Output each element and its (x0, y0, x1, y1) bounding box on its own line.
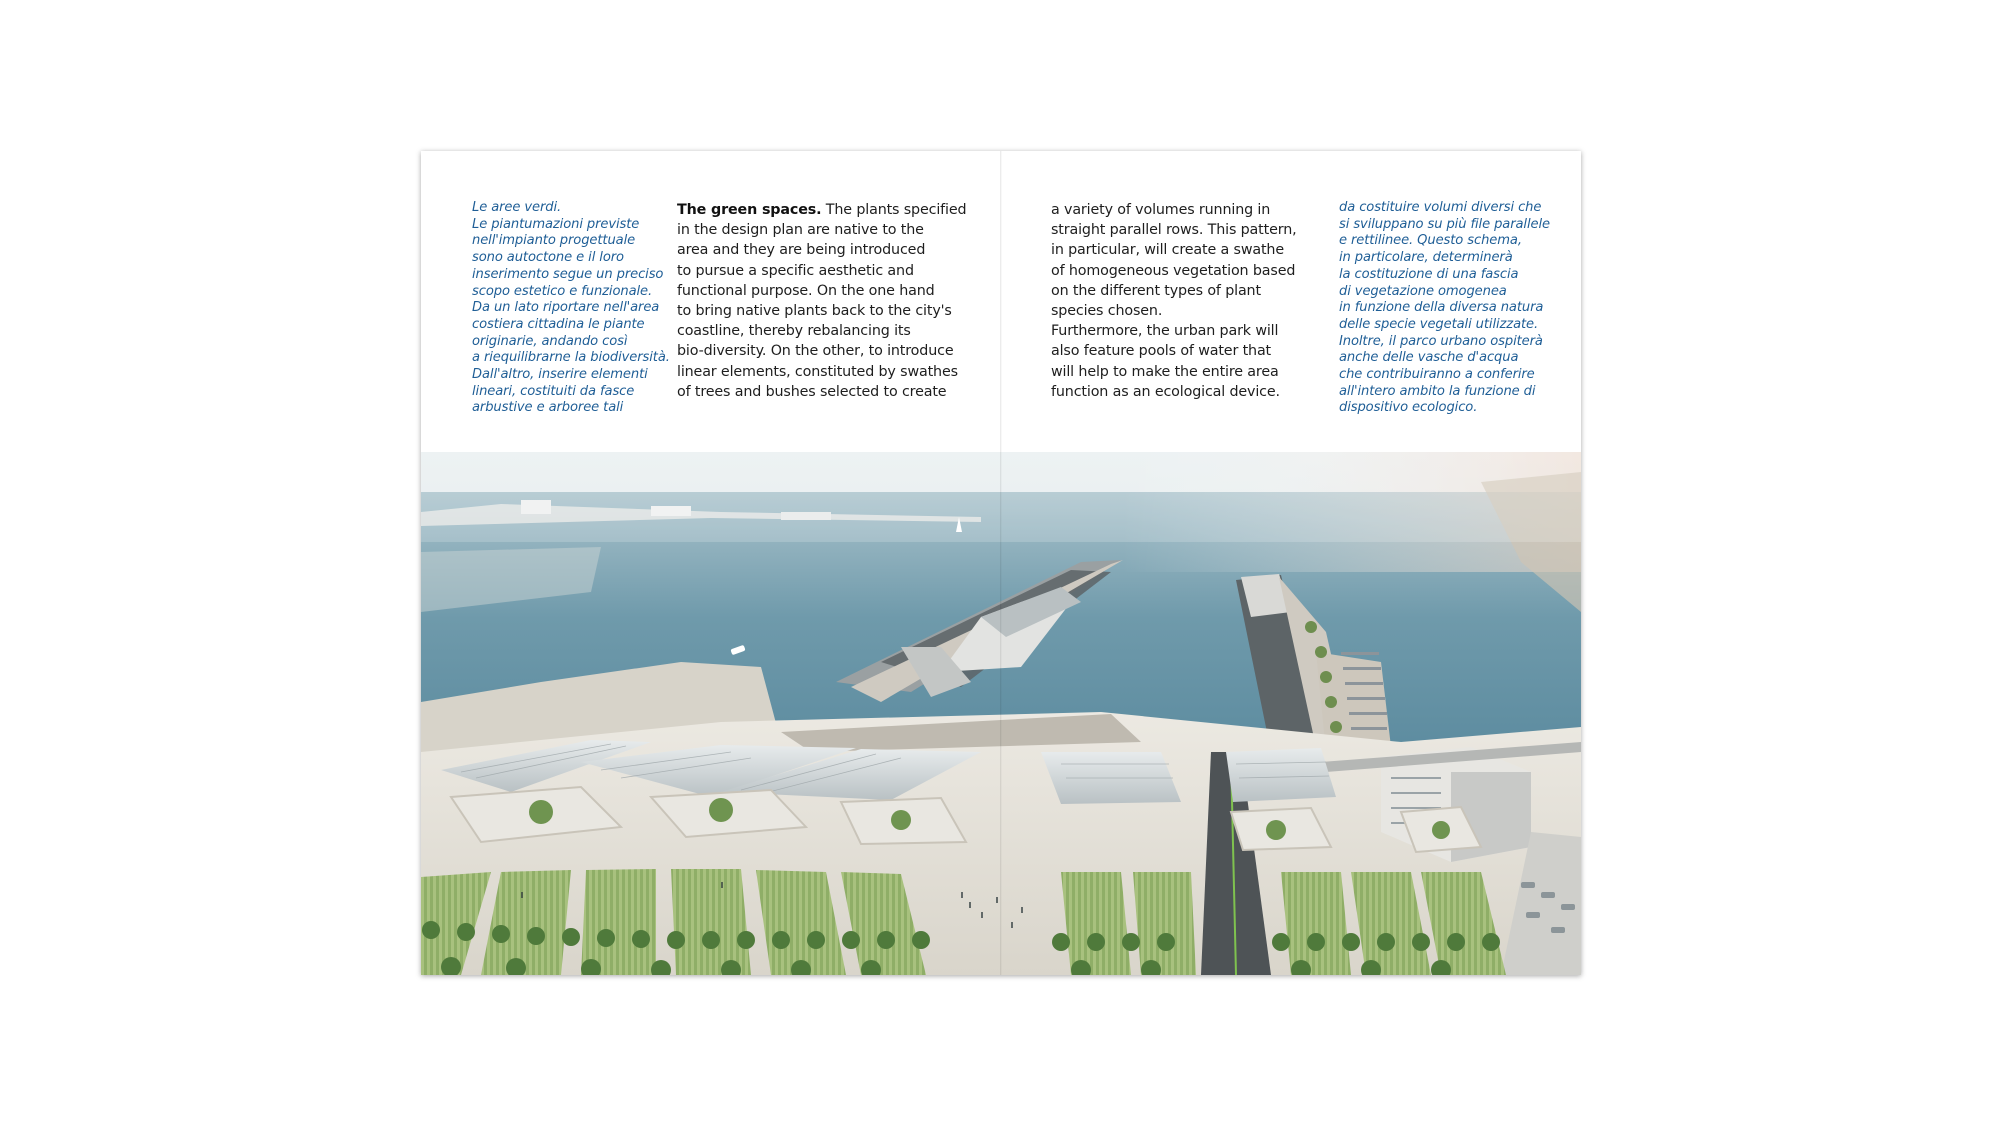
page-it-left-line: lineari, costituiti da fasce (472, 383, 635, 399)
section-heading: The green spaces. (677, 202, 822, 218)
page-en-left-line: to bring native plants back to the city's (677, 303, 952, 320)
page-it-left-line: Le piantumazioni previste (472, 216, 640, 232)
page-it-left-line: arbustive e arboree tali (472, 400, 624, 416)
page-en-left-line: area and they are being introduced (677, 242, 926, 259)
italian-text-left (472, 200, 670, 417)
english-text-left (677, 200, 967, 402)
page-it-left-line: Dall'altro, inserire elementi (472, 367, 648, 383)
page-it-left-line: Le aree verdi. (472, 200, 562, 215)
page-en-left-line: to pursue a specific aesthetic and (677, 262, 914, 279)
page-it-left-line: costiera cittadina le piante (472, 316, 645, 332)
page-it-left-line: inserimento segue un preciso (472, 266, 664, 282)
brochure-spread (421, 151, 1581, 975)
page-it-right-line: che contribuiranno a conferire (1339, 367, 1535, 383)
page-en-right-line: also feature pools of water that (1051, 343, 1272, 360)
page-it-right-line: Inoltre, il parco urbano ospiterà (1339, 333, 1543, 349)
page-en-left-line: functional purpose. On the one hand (677, 282, 935, 299)
page-en-right-line: Furthermore, the urban park will (1051, 323, 1279, 340)
page-en-left-line: The plants specified (821, 202, 967, 218)
page-en-left-line: in the design plan are native to the (677, 222, 924, 239)
page-it-right-line: all'intero ambito la funzione di (1339, 383, 1536, 399)
page-en-right-line: a variety of volumes running in (1051, 202, 1271, 218)
page-it-right-line: e rettilinee. Questo schema, (1339, 233, 1522, 249)
page-en-left-line: linear elements, constituted by swathes (677, 363, 958, 380)
page-gutter (1000, 151, 1002, 975)
page-it-right-line: delle specie vegetali utilizzate. (1339, 316, 1539, 332)
page-it-right-line: di vegetazione omogenea (1339, 283, 1507, 299)
page-it-right-line: in funzione della diversa natura (1339, 300, 1544, 316)
page-it-left-line: sono autoctone e il loro (472, 250, 624, 266)
page-it-left-line: nell'impianto progettuale (472, 233, 636, 249)
page-it-right-line: in particolare, determinerà (1339, 250, 1513, 266)
page-it-right-line: da costituire volumi diversi che (1339, 200, 1542, 215)
page-en-right-line: species chosen. (1051, 303, 1163, 320)
page-en-right-line: straight parallel rows. This pattern, (1051, 222, 1297, 239)
page-it-left-line: Da un lato riportare nell'area (472, 300, 660, 316)
page-it-left-line: scopo estetico e funzionale. (472, 283, 653, 299)
page-en-left-line: bio-diversity. On the other, to introduce (677, 343, 954, 360)
page-it-right-line: la costituzione di una fascia (1339, 266, 1519, 282)
page-en-right-line: will help to make the entire area (1051, 363, 1279, 380)
page-en-right-line: on the different types of plant (1051, 282, 1261, 299)
page-it-right-line: si sviluppano su più file parallele (1339, 216, 1550, 232)
page-en-left-line: coastline, thereby rebalancing its (677, 323, 911, 340)
page-en-left-line: of trees and bushes selected to create (677, 383, 947, 400)
page-it-left-line: a riequilibrarne la biodiversità. (472, 350, 670, 366)
english-text-right (1051, 200, 1319, 402)
page-en-right-line: of homogeneous vegetation based (1051, 262, 1296, 279)
page-it-left-line: originarie, andando così (472, 333, 628, 349)
english-body-left (677, 202, 966, 400)
page-it-right-line: dispositivo ecologico. (1339, 400, 1478, 416)
page-it-right-line: anche delle vasche d'acqua (1339, 350, 1519, 366)
page-en-right-line: function as an ecological device. (1051, 383, 1280, 400)
page-en-right-line: in particular, will create a swathe (1051, 242, 1284, 259)
italian-text-right (1339, 200, 1549, 417)
